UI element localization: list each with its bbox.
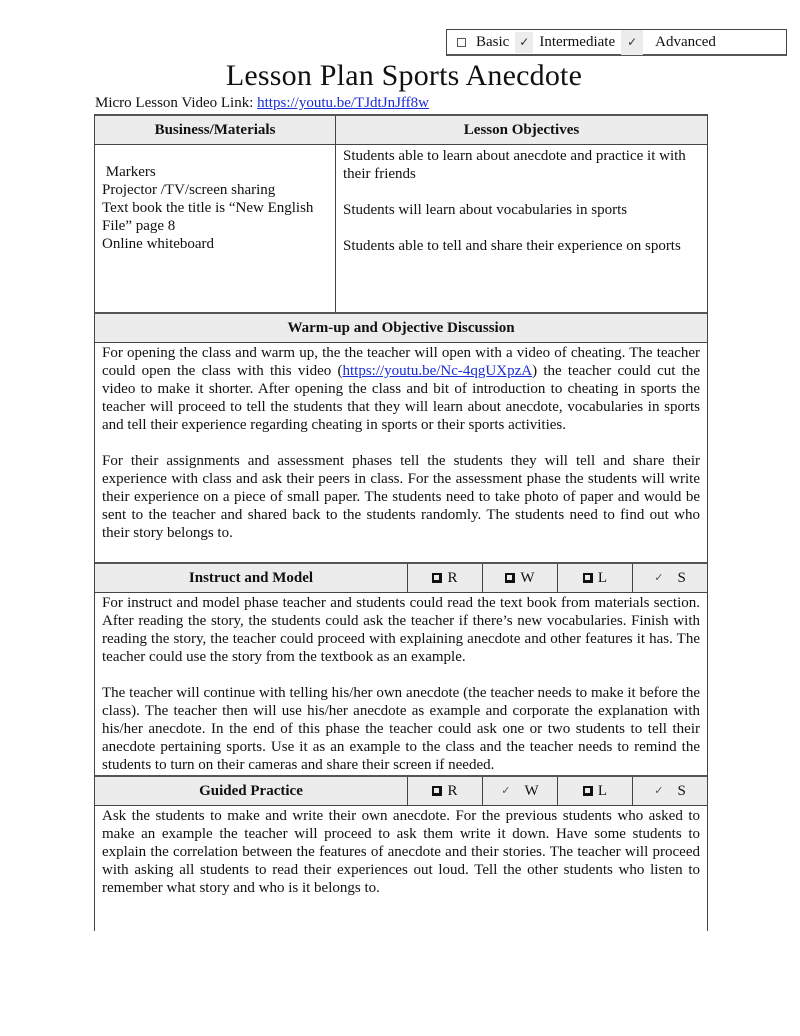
objectives-header: Lesson Objectives: [463, 122, 580, 138]
skill-listening[interactable]: [558, 564, 633, 592]
checkmark-icon[interactable]: ✓: [654, 785, 664, 797]
level-label-advanced: Advanced: [655, 33, 716, 50]
materials-list: [95, 145, 336, 312]
materials-header: Business/Materials: [95, 116, 336, 144]
unchecked-box-icon[interactable]: [432, 573, 442, 583]
level-label-intermediate: Intermediate: [539, 33, 616, 50]
objective-item: Students will learn about vocabularies in sports: [343, 202, 628, 218]
skill-label: S: [677, 783, 686, 799]
warmup-header: Warm-up and Objective Discussion: [95, 312, 707, 343]
instruct-paragraph-2: The teacher will continue with telling his/her own anecdote (the teacher needs to make it before the class). The teacher then will use his/her anecdote as example and corporate the explanation with his/her anecdote. In the end of this phase the teacher could ask one or two students to tell their anecdote pertaining sports. Use it as an example to the class and the teacher needs to remind the students to turn on their cameras and share their screen if needed.: [102, 685, 700, 773]
level-option-intermediate[interactable]: [515, 32, 615, 53]
skill-label: L: [597, 783, 608, 799]
material-item: Text book the title is “New English File” page 8: [102, 200, 314, 234]
level-label-basic: Basic: [476, 33, 510, 50]
objective-item: Students able to learn about anecdote and practice it with their friends: [343, 148, 686, 182]
unchecked-box-icon[interactable]: [583, 786, 593, 796]
guided-body: [95, 806, 707, 931]
skill-writing[interactable]: [483, 564, 558, 592]
skill-speaking[interactable]: [633, 564, 707, 592]
skill-speaking[interactable]: [633, 777, 707, 805]
skill-reading[interactable]: [408, 777, 483, 805]
skill-label: W: [524, 783, 539, 799]
unchecked-box-icon[interactable]: [457, 38, 466, 47]
guided-header-row: [95, 775, 707, 806]
materials-objectives-row: [95, 145, 707, 312]
level-selector: [446, 29, 787, 56]
unchecked-box-icon[interactable]: [505, 573, 515, 583]
skill-label: R: [447, 783, 458, 799]
guided-paragraph-1: Ask the students to make and write their own anecdote. For the previous students who asked to make an example the teacher will proceed to ask them write it down. Have some students to explain the correlation between the features of anecdote and their stories. The teacher will proceed with asking all students to read their experiences out loud. Tell the other students who listen to remember what story and who is it belongs to.: [102, 808, 700, 896]
guided-header: Guided Practice: [95, 777, 408, 805]
skill-label: S: [677, 570, 686, 586]
materials-objectives-header-row: [95, 114, 707, 145]
objective-item: Students able to tell and share their experience on sports: [343, 238, 681, 254]
checkmark-icon[interactable]: ✓: [515, 32, 533, 53]
objectives-list: [336, 145, 707, 312]
page-title: Lesson Plan Sports Anecdote: [225, 59, 583, 92]
warmup-text: ) the teacher could cut the video to make it shorter. After opening the class and bit of introduction to cheating in sports the teacher will proceed to tell the students that they will learn about anecdote, vocabularies in sports and tell their experience regarding cheating in sports or their sports activities.: [102, 363, 700, 433]
video-link-row: [95, 94, 429, 112]
video-link-label: Micro Lesson Video Link:: [95, 95, 258, 111]
level-option-advanced[interactable]: [621, 30, 716, 55]
instruct-body: [95, 593, 707, 775]
instruct-header: Instruct and Model: [95, 564, 408, 592]
video-link[interactable]: https://youtu.be/TJdtJnJff8w: [257, 95, 429, 111]
material-item: Markers: [102, 164, 156, 180]
material-item: Online whiteboard: [102, 236, 215, 252]
checkmark-icon[interactable]: ✓: [654, 572, 664, 584]
skill-label: L: [597, 570, 608, 586]
skill-reading[interactable]: [408, 564, 483, 592]
instruct-paragraph-1: For instruct and model phase teacher and students could read the text book from materials section. After reading the story, the students could ask the teacher if there’s new vocabularies. Finish with reading the story, the teacher could proceed with explaining anecdote and other features it has. The teacher could use the story from the textbook as an example.: [102, 595, 700, 665]
warmup-paragraph-2: For their assignments and assessment phases tell the students they will tell and share their experience with class and ask their peers in class. For the assessment phase the students will write their experience on a piece of small paper. The students need to take photo of paper and would be sent to the teacher and shared back to the students randomly. The students need to find out who their story belongs to.: [102, 453, 700, 541]
skill-writing[interactable]: [483, 777, 558, 805]
checkmark-icon[interactable]: ✓: [621, 30, 643, 55]
lesson-plan-table: [94, 114, 708, 931]
level-option-basic[interactable]: [457, 34, 509, 51]
warmup-body: [95, 343, 707, 562]
skill-label: W: [520, 570, 535, 586]
skill-label: R: [447, 570, 458, 586]
warmup-text: For opening the class and warm up, the the teacher will open with a video of cheating. The teacher could open the class with this video (: [102, 345, 700, 379]
warmup-paragraph-1: [102, 344, 700, 434]
warmup-video-link[interactable]: https://youtu.be/Nc-4qgUXpzA: [342, 363, 533, 379]
unchecked-box-icon[interactable]: [432, 786, 442, 796]
instruct-header-row: [95, 562, 707, 593]
checkmark-icon[interactable]: ✓: [501, 785, 511, 797]
unchecked-box-icon[interactable]: [583, 573, 593, 583]
material-item: Projector /TV/screen sharing: [102, 182, 276, 198]
skill-listening[interactable]: [558, 777, 633, 805]
